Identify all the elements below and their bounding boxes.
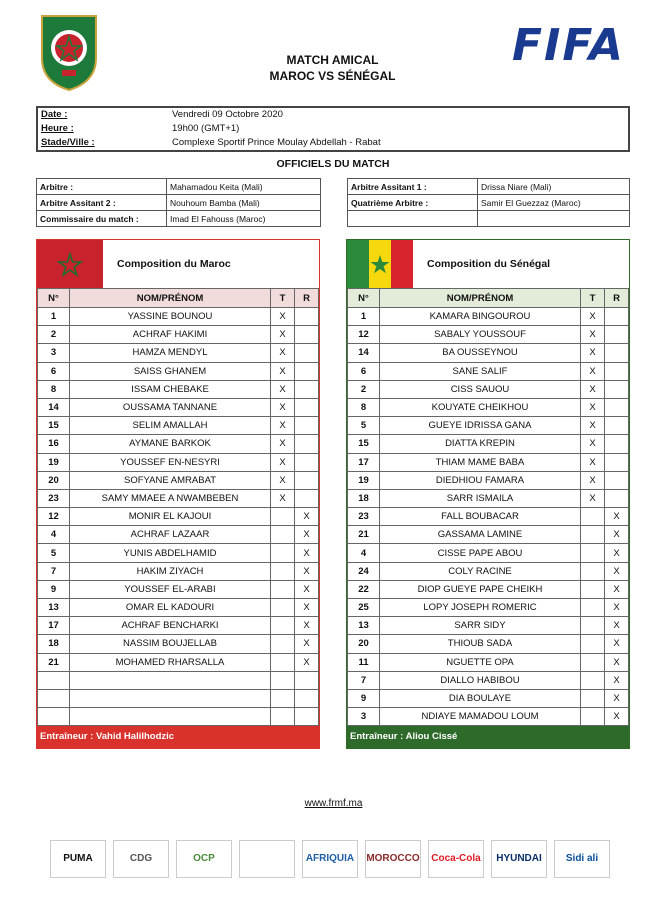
info-row-time bbox=[38, 122, 628, 136]
official-label: Arbitre Assitant 1 : bbox=[348, 179, 478, 195]
col-t: T bbox=[271, 289, 295, 308]
starter-mark: X bbox=[271, 435, 295, 453]
player-number: 20 bbox=[348, 635, 380, 653]
info-value: 19h00 (GMT+1) bbox=[172, 123, 240, 134]
player-row bbox=[38, 435, 319, 453]
substitute-mark bbox=[605, 326, 629, 344]
starter-mark: X bbox=[581, 398, 605, 416]
starter-mark bbox=[581, 617, 605, 635]
substitute-mark bbox=[295, 489, 319, 507]
player-number bbox=[38, 671, 70, 689]
player-row bbox=[348, 435, 629, 453]
substitute-mark bbox=[605, 362, 629, 380]
official-value: Samir El Guezzaz (Maroc) bbox=[478, 195, 630, 211]
substitute-mark bbox=[605, 344, 629, 362]
morocco-team-header bbox=[37, 240, 319, 288]
player-number: 23 bbox=[348, 508, 380, 526]
starter-mark: X bbox=[581, 453, 605, 471]
substitute-mark: X bbox=[605, 653, 629, 671]
info-row-stadium bbox=[38, 136, 628, 150]
player-row bbox=[38, 544, 319, 562]
sponsor-logo: HYUNDAI bbox=[491, 840, 547, 878]
substitute-mark bbox=[295, 398, 319, 416]
official-row bbox=[348, 179, 630, 195]
player-name: NGUETTE OPA bbox=[380, 653, 581, 671]
sponsor-logo: MOROCCO bbox=[365, 840, 421, 878]
col-num: N° bbox=[38, 289, 70, 308]
player-row bbox=[348, 489, 629, 507]
player-number: 2 bbox=[38, 326, 70, 344]
player-row bbox=[38, 671, 319, 689]
substitute-mark: X bbox=[605, 599, 629, 617]
substitute-mark bbox=[605, 435, 629, 453]
sponsor-logo: AFRIQUIA bbox=[302, 840, 358, 878]
substitute-mark bbox=[605, 380, 629, 398]
player-row bbox=[38, 653, 319, 671]
officials-left-table bbox=[36, 178, 321, 227]
table-header-row bbox=[348, 289, 629, 308]
player-name: OMAR EL KADOURI bbox=[70, 599, 271, 617]
starter-mark bbox=[271, 671, 295, 689]
starter-mark bbox=[581, 544, 605, 562]
player-row bbox=[38, 344, 319, 362]
senegal-team-header bbox=[347, 240, 629, 288]
senegal-flag-icon bbox=[347, 240, 413, 288]
player-row bbox=[38, 562, 319, 580]
player-number: 23 bbox=[38, 489, 70, 507]
player-row bbox=[38, 580, 319, 598]
starter-mark bbox=[271, 544, 295, 562]
player-number: 21 bbox=[348, 526, 380, 544]
starter-mark bbox=[581, 508, 605, 526]
player-name: SELIM AMALLAH bbox=[70, 417, 271, 435]
player-name: SABALY YOUSSOUF bbox=[380, 326, 581, 344]
player-number: 15 bbox=[348, 435, 380, 453]
starter-mark bbox=[581, 526, 605, 544]
player-name: YASSINE BOUNOU bbox=[70, 308, 271, 326]
player-name: GUEYE IDRISSA GANA bbox=[380, 417, 581, 435]
starter-mark: X bbox=[581, 471, 605, 489]
substitute-mark: X bbox=[605, 526, 629, 544]
substitute-mark bbox=[295, 471, 319, 489]
substitute-mark bbox=[295, 344, 319, 362]
player-number: 18 bbox=[348, 489, 380, 507]
player-number: 16 bbox=[38, 435, 70, 453]
starter-mark: X bbox=[271, 362, 295, 380]
substitute-mark bbox=[605, 398, 629, 416]
starter-mark: X bbox=[271, 489, 295, 507]
player-number: 14 bbox=[348, 344, 380, 362]
substitute-mark bbox=[295, 708, 319, 726]
player-number: 13 bbox=[348, 617, 380, 635]
starter-mark bbox=[581, 599, 605, 617]
substitute-mark bbox=[605, 453, 629, 471]
official-value bbox=[478, 211, 630, 227]
player-row bbox=[38, 708, 319, 726]
info-value: Complexe Sportif Prince Moulay Abdellah - Rabat bbox=[172, 137, 381, 148]
player-row bbox=[38, 489, 319, 507]
player-row bbox=[348, 508, 629, 526]
starter-mark bbox=[271, 635, 295, 653]
substitute-mark: X bbox=[295, 599, 319, 617]
player-number: 7 bbox=[38, 562, 70, 580]
player-number: 1 bbox=[38, 308, 70, 326]
player-name bbox=[70, 671, 271, 689]
player-number: 19 bbox=[38, 453, 70, 471]
player-number: 20 bbox=[38, 471, 70, 489]
substitute-mark bbox=[295, 435, 319, 453]
substitute-mark bbox=[295, 453, 319, 471]
player-row bbox=[348, 326, 629, 344]
substitute-mark: X bbox=[605, 562, 629, 580]
starter-mark: X bbox=[581, 489, 605, 507]
website-link[interactable]: www.frmf.ma bbox=[304, 798, 363, 809]
officials-title: OFFICIELS DU MATCH bbox=[276, 158, 390, 170]
sponsor-logo: PUMA bbox=[50, 840, 106, 878]
player-row bbox=[38, 471, 319, 489]
player-name: CISS SAUOU bbox=[380, 380, 581, 398]
player-name: CISSE PAPE ABOU bbox=[380, 544, 581, 562]
substitute-mark bbox=[295, 417, 319, 435]
player-name: KOUYATE CHEIKHOU bbox=[380, 398, 581, 416]
starter-mark bbox=[271, 599, 295, 617]
official-value: Imad El Fahouss (Maroc) bbox=[167, 211, 321, 227]
substitute-mark bbox=[295, 380, 319, 398]
starter-mark: X bbox=[581, 326, 605, 344]
senegal-lineup-table bbox=[347, 288, 629, 726]
substitute-mark: X bbox=[605, 708, 629, 726]
player-row bbox=[38, 689, 319, 707]
player-row bbox=[348, 544, 629, 562]
player-row bbox=[348, 599, 629, 617]
substitute-mark: X bbox=[605, 617, 629, 635]
substitute-mark bbox=[605, 308, 629, 326]
substitute-mark: X bbox=[295, 653, 319, 671]
starter-mark: X bbox=[271, 398, 295, 416]
senegal-team-title: Composition du Sénégal bbox=[427, 258, 551, 270]
sponsor-logo: OCP bbox=[176, 840, 232, 878]
col-r: R bbox=[605, 289, 629, 308]
table-header-row bbox=[38, 289, 319, 308]
official-value: Drissa Niare (Mali) bbox=[478, 179, 630, 195]
col-num: N° bbox=[348, 289, 380, 308]
starter-mark: X bbox=[271, 326, 295, 344]
starter-mark: X bbox=[271, 380, 295, 398]
player-row bbox=[348, 471, 629, 489]
info-row-date bbox=[38, 108, 628, 122]
col-t: T bbox=[581, 289, 605, 308]
player-name: YOUSSEF EL-ARABI bbox=[70, 580, 271, 598]
player-row bbox=[38, 508, 319, 526]
official-row bbox=[37, 211, 321, 227]
player-row bbox=[348, 562, 629, 580]
starter-mark bbox=[581, 635, 605, 653]
substitute-mark bbox=[605, 417, 629, 435]
sponsor-logo: Sidi ali bbox=[554, 840, 610, 878]
player-name: MOHAMED RHARSALLA bbox=[70, 653, 271, 671]
player-number: 6 bbox=[38, 362, 70, 380]
player-row bbox=[348, 580, 629, 598]
player-number: 11 bbox=[348, 653, 380, 671]
player-number: 8 bbox=[348, 398, 380, 416]
player-name: FALL BOUBACAR bbox=[380, 508, 581, 526]
officials-right-table bbox=[347, 178, 630, 227]
substitute-mark: X bbox=[295, 544, 319, 562]
player-row bbox=[348, 380, 629, 398]
player-number: 17 bbox=[348, 453, 380, 471]
starter-mark bbox=[581, 708, 605, 726]
player-row bbox=[348, 653, 629, 671]
info-label: Date : bbox=[41, 109, 68, 120]
official-label bbox=[348, 211, 478, 227]
player-number: 15 bbox=[38, 417, 70, 435]
player-row bbox=[38, 617, 319, 635]
player-name: ACHRAF BENCHARKI bbox=[70, 617, 271, 635]
player-name: AYMANE BARKOK bbox=[70, 435, 271, 453]
starter-mark: X bbox=[581, 417, 605, 435]
player-name: COLY RACINE bbox=[380, 562, 581, 580]
player-name: OUSSAMA TANNANE bbox=[70, 398, 271, 416]
starter-mark: X bbox=[581, 308, 605, 326]
starter-mark: X bbox=[581, 380, 605, 398]
player-name: NASSIM BOUJELLAB bbox=[70, 635, 271, 653]
official-row bbox=[37, 179, 321, 195]
sponsor-logo: CDG bbox=[113, 840, 169, 878]
morocco-team-card bbox=[36, 239, 320, 749]
player-number: 3 bbox=[38, 344, 70, 362]
player-row bbox=[38, 417, 319, 435]
player-row bbox=[348, 708, 629, 726]
starter-mark bbox=[581, 653, 605, 671]
starter-mark: X bbox=[581, 362, 605, 380]
substitute-mark: X bbox=[295, 580, 319, 598]
fifa-logo: FIFA bbox=[512, 20, 625, 71]
player-number: 4 bbox=[348, 544, 380, 562]
player-name: SAISS GHANEM bbox=[70, 362, 271, 380]
player-row bbox=[348, 689, 629, 707]
player-row bbox=[38, 380, 319, 398]
starter-mark bbox=[581, 671, 605, 689]
substitute-mark bbox=[295, 326, 319, 344]
starter-mark: X bbox=[271, 453, 295, 471]
substitute-mark: X bbox=[295, 562, 319, 580]
morocco-lineup-table bbox=[37, 288, 319, 726]
starter-mark bbox=[271, 653, 295, 671]
substitute-mark: X bbox=[605, 689, 629, 707]
substitute-mark bbox=[295, 689, 319, 707]
substitute-mark: X bbox=[605, 635, 629, 653]
player-name: LOPY JOSEPH ROMERIC bbox=[380, 599, 581, 617]
info-value: Vendredi 09 Octobre 2020 bbox=[172, 109, 283, 120]
player-number: 5 bbox=[348, 417, 380, 435]
starter-mark: X bbox=[271, 417, 295, 435]
senegal-coach: Entraîneur : Aliou Cissé bbox=[347, 726, 629, 748]
official-label: Commissaire du match : bbox=[37, 211, 167, 227]
player-name: NDIAYE MAMADOU LOUM bbox=[380, 708, 581, 726]
player-number: 18 bbox=[38, 635, 70, 653]
player-row bbox=[348, 635, 629, 653]
player-row bbox=[38, 599, 319, 617]
player-name: SOFYANE AMRABAT bbox=[70, 471, 271, 489]
player-name bbox=[70, 689, 271, 707]
sponsor-logos bbox=[50, 840, 610, 878]
player-name: YUNIS ABDELHAMID bbox=[70, 544, 271, 562]
player-name: SARR ISMAILA bbox=[380, 489, 581, 507]
player-number: 21 bbox=[38, 653, 70, 671]
substitute-mark bbox=[295, 362, 319, 380]
sponsor-logo: Coca-Cola bbox=[428, 840, 484, 878]
player-number: 14 bbox=[38, 398, 70, 416]
player-number: 8 bbox=[38, 380, 70, 398]
player-number: 4 bbox=[38, 526, 70, 544]
player-name: HAMZA MENDYL bbox=[70, 344, 271, 362]
starter-mark: X bbox=[581, 435, 605, 453]
substitute-mark: X bbox=[295, 508, 319, 526]
substitute-mark: X bbox=[295, 526, 319, 544]
substitute-mark: X bbox=[295, 617, 319, 635]
player-number: 6 bbox=[348, 362, 380, 380]
player-row bbox=[38, 453, 319, 471]
starter-mark bbox=[581, 580, 605, 598]
starter-mark bbox=[271, 580, 295, 598]
player-name: BA OUSSEYNOU bbox=[380, 344, 581, 362]
morocco-flag-icon bbox=[37, 240, 103, 288]
substitute-mark: X bbox=[295, 635, 319, 653]
match-info-table bbox=[36, 106, 630, 152]
player-name: THIAM MAME BABA bbox=[380, 453, 581, 471]
official-label: Arbitre : bbox=[37, 179, 167, 195]
player-name: GASSAMA LAMINE bbox=[380, 526, 581, 544]
starter-mark: X bbox=[271, 344, 295, 362]
player-row bbox=[348, 362, 629, 380]
official-value: Mahamadou Keita (Mali) bbox=[167, 179, 321, 195]
player-number: 24 bbox=[348, 562, 380, 580]
starter-mark bbox=[271, 708, 295, 726]
player-row bbox=[348, 671, 629, 689]
player-number: 19 bbox=[348, 471, 380, 489]
morocco-team-title: Composition du Maroc bbox=[117, 258, 231, 270]
player-row bbox=[348, 398, 629, 416]
starter-mark: X bbox=[271, 308, 295, 326]
col-r: R bbox=[295, 289, 319, 308]
player-number: 22 bbox=[348, 580, 380, 598]
player-number: 1 bbox=[348, 308, 380, 326]
starter-mark bbox=[271, 689, 295, 707]
player-name: SARR SIDY bbox=[380, 617, 581, 635]
player-row bbox=[38, 398, 319, 416]
player-name: ACHRAF LAZAAR bbox=[70, 526, 271, 544]
player-number: 7 bbox=[348, 671, 380, 689]
morocco-coach: Entraîneur : Vahid Halilhodzic bbox=[37, 726, 319, 748]
player-number bbox=[38, 689, 70, 707]
player-name: MONIR EL KAJOUI bbox=[70, 508, 271, 526]
player-name: DIALLO HABIBOU bbox=[380, 671, 581, 689]
match-teams: MAROC VS SÉNÉGAL bbox=[269, 69, 396, 83]
player-number: 12 bbox=[38, 508, 70, 526]
starter-mark bbox=[581, 689, 605, 707]
official-value: Nouhoum Bamba (Mali) bbox=[167, 195, 321, 211]
player-row bbox=[38, 362, 319, 380]
player-number: 25 bbox=[348, 599, 380, 617]
player-name: ACHRAF HAKIMI bbox=[70, 326, 271, 344]
substitute-mark bbox=[605, 489, 629, 507]
col-name: NOM/PRÉNOM bbox=[70, 289, 271, 308]
player-row bbox=[348, 526, 629, 544]
starter-mark bbox=[271, 562, 295, 580]
substitute-mark bbox=[605, 471, 629, 489]
starter-mark bbox=[271, 526, 295, 544]
sponsor-logo bbox=[239, 840, 295, 878]
player-number: 13 bbox=[38, 599, 70, 617]
player-name: DIOP GUEYE PAPE CHEIKH bbox=[380, 580, 581, 598]
substitute-mark: X bbox=[605, 508, 629, 526]
substitute-mark: X bbox=[605, 544, 629, 562]
starter-mark bbox=[581, 562, 605, 580]
player-number: 17 bbox=[38, 617, 70, 635]
player-row bbox=[38, 635, 319, 653]
substitute-mark: X bbox=[605, 671, 629, 689]
player-row bbox=[38, 308, 319, 326]
official-row bbox=[37, 195, 321, 211]
player-name: SANE SALIF bbox=[380, 362, 581, 380]
player-name: YOUSSEF EN-NESYRI bbox=[70, 453, 271, 471]
player-row bbox=[38, 526, 319, 544]
player-number: 3 bbox=[348, 708, 380, 726]
info-label: Heure : bbox=[41, 123, 74, 134]
substitute-mark bbox=[295, 308, 319, 326]
starter-mark bbox=[271, 617, 295, 635]
player-name: DIATTA KREPIN bbox=[380, 435, 581, 453]
player-number: 9 bbox=[38, 580, 70, 598]
player-name: THIOUB SADA bbox=[380, 635, 581, 653]
player-row bbox=[348, 453, 629, 471]
player-name: SAMY MMAEE A NWAMBEBEN bbox=[70, 489, 271, 507]
player-number: 5 bbox=[38, 544, 70, 562]
player-number: 9 bbox=[348, 689, 380, 707]
frmf-logo bbox=[38, 12, 100, 92]
player-name bbox=[70, 708, 271, 726]
substitute-mark bbox=[295, 671, 319, 689]
official-row bbox=[348, 195, 630, 211]
player-row bbox=[348, 344, 629, 362]
senegal-team-card bbox=[346, 239, 630, 749]
player-name: KAMARA BINGOUROU bbox=[380, 308, 581, 326]
col-name: NOM/PRÉNOM bbox=[380, 289, 581, 308]
official-label: Quatrième Arbitre : bbox=[348, 195, 478, 211]
player-row bbox=[348, 617, 629, 635]
player-number bbox=[38, 708, 70, 726]
player-name: DIA BOULAYE bbox=[380, 689, 581, 707]
substitute-mark: X bbox=[605, 580, 629, 598]
match-type: MATCH AMICAL bbox=[286, 53, 379, 67]
player-name: HAKIM ZIYACH bbox=[70, 562, 271, 580]
player-name: DIEDHIOU FAMARA bbox=[380, 471, 581, 489]
official-row bbox=[348, 211, 630, 227]
player-row bbox=[348, 417, 629, 435]
player-name: ISSAM CHEBAKE bbox=[70, 380, 271, 398]
match-title bbox=[200, 52, 465, 84]
official-label: Arbitre Assitant 2 : bbox=[37, 195, 167, 211]
player-row bbox=[348, 308, 629, 326]
player-number: 12 bbox=[348, 326, 380, 344]
starter-mark bbox=[271, 508, 295, 526]
player-number: 2 bbox=[348, 380, 380, 398]
starter-mark: X bbox=[581, 344, 605, 362]
player-row bbox=[38, 326, 319, 344]
starter-mark: X bbox=[271, 471, 295, 489]
info-label: Stade/Ville : bbox=[41, 137, 95, 148]
